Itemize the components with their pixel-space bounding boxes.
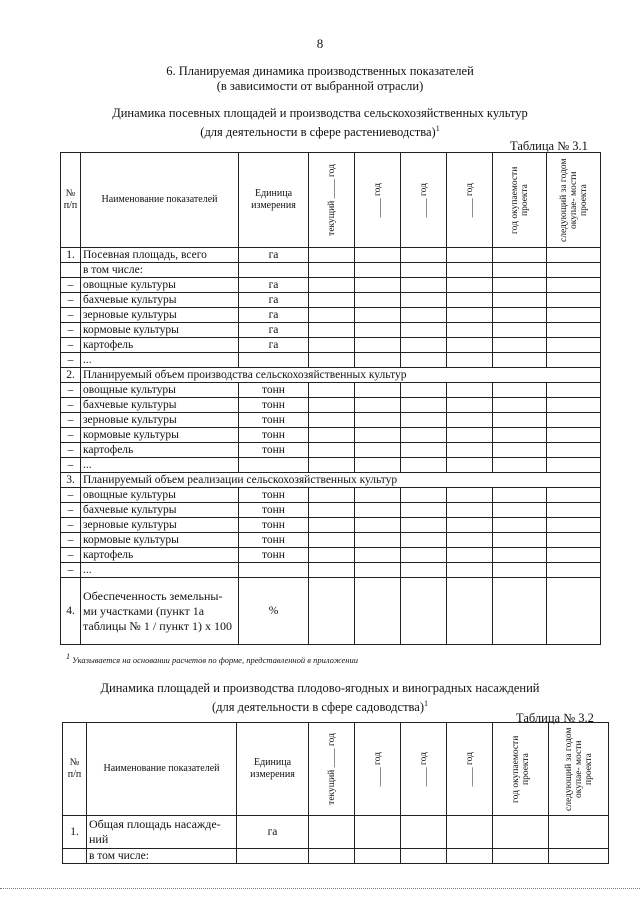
row-name: картофель xyxy=(81,443,239,458)
col-year-header xyxy=(401,723,447,816)
row-unit xyxy=(239,263,309,278)
col-year-header-text: ____ год xyxy=(464,182,475,218)
value-cell[interactable] xyxy=(401,849,447,864)
value-cell[interactable] xyxy=(309,263,355,278)
row-name: бахчевые культуры xyxy=(81,503,239,518)
table-row xyxy=(61,308,601,323)
value-cell[interactable] xyxy=(547,458,601,473)
row-unit: тонн xyxy=(239,488,309,503)
value-cell[interactable] xyxy=(309,383,355,398)
value-cell[interactable] xyxy=(447,816,493,849)
row-unit: тонн xyxy=(239,548,309,563)
table2-subheading: (для деятельности в сфере садоводства)$^1$ xyxy=(212,699,428,715)
row-unit: тонн xyxy=(239,503,309,518)
value-cell[interactable] xyxy=(547,398,601,413)
value-cell[interactable] xyxy=(309,443,355,458)
value-cell[interactable] xyxy=(309,398,355,413)
table-row xyxy=(61,458,601,473)
row-unit xyxy=(239,458,309,473)
col-current-year-header-text: текущий ____ год xyxy=(326,733,337,805)
value-cell[interactable] xyxy=(447,428,493,443)
value-cell[interactable] xyxy=(401,308,447,323)
value-cell[interactable] xyxy=(355,849,401,864)
row-number: – xyxy=(61,383,81,398)
value-cell[interactable] xyxy=(547,353,601,368)
row-name: овощные культуры xyxy=(81,383,239,398)
value-cell[interactable] xyxy=(493,428,547,443)
row-name: в том числе: xyxy=(81,263,239,278)
page-bottom-rule xyxy=(0,888,640,889)
value-cell[interactable] xyxy=(355,548,401,563)
value-cell[interactable] xyxy=(547,428,601,443)
value-cell[interactable] xyxy=(493,338,547,353)
row-number: – xyxy=(61,353,81,368)
value-cell[interactable] xyxy=(493,488,547,503)
table2-heading: Динамика площадей и производства плодово-ягодных и виноградных насаждений xyxy=(100,681,540,695)
value-cell[interactable] xyxy=(447,458,493,473)
value-cell[interactable] xyxy=(355,578,401,645)
table-3-1 xyxy=(60,152,601,645)
value-cell[interactable] xyxy=(447,849,493,864)
col-payback-year-header-text: год окупаемости проекта xyxy=(509,166,530,234)
col-payback-year-header xyxy=(493,723,549,816)
row-name: ... xyxy=(81,563,239,578)
col-name-header xyxy=(87,723,237,816)
value-cell[interactable] xyxy=(547,443,601,458)
value-cell[interactable] xyxy=(355,383,401,398)
value-cell[interactable] xyxy=(493,308,547,323)
value-cell[interactable] xyxy=(355,293,401,308)
value-cell[interactable] xyxy=(401,293,447,308)
value-cell[interactable] xyxy=(447,353,493,368)
table-row xyxy=(61,383,601,398)
col-name-header-text: Наименование показателей xyxy=(103,763,220,774)
row-name: картофель xyxy=(81,338,239,353)
table-row xyxy=(61,293,601,308)
row-number: – xyxy=(61,278,81,293)
value-cell[interactable] xyxy=(493,353,547,368)
col-year-header-text: ____ год xyxy=(464,751,475,787)
value-cell[interactable] xyxy=(493,563,547,578)
value-cell[interactable] xyxy=(493,503,547,518)
value-cell[interactable] xyxy=(447,323,493,338)
value-cell[interactable] xyxy=(309,488,355,503)
table-row xyxy=(61,368,601,383)
value-cell[interactable] xyxy=(355,278,401,293)
table-row xyxy=(61,428,601,443)
section-subtitle: (в зависимости от выбранной отрасли) xyxy=(216,79,424,93)
value-cell[interactable] xyxy=(401,443,447,458)
value-cell[interactable] xyxy=(547,293,601,308)
row-number: – xyxy=(61,488,81,503)
row-unit: тонн xyxy=(239,428,309,443)
row-name: бахчевые культуры xyxy=(81,398,239,413)
value-cell[interactable] xyxy=(447,293,493,308)
row-unit xyxy=(239,563,309,578)
value-cell[interactable] xyxy=(355,338,401,353)
value-cell[interactable] xyxy=(309,518,355,533)
row-unit xyxy=(237,849,309,864)
col-name-header xyxy=(81,153,239,248)
table-row xyxy=(61,263,601,278)
row-name: кормовые культуры xyxy=(81,533,239,548)
value-cell[interactable] xyxy=(447,383,493,398)
value-cell[interactable] xyxy=(401,353,447,368)
col-year-header-text: ____ год xyxy=(418,182,429,218)
value-cell[interactable] xyxy=(309,849,355,864)
row-name: Обеспеченность земельны- ми участками (пункт 1а таблицы № 1 / пункт 1) х 100 xyxy=(81,578,239,645)
value-cell[interactable] xyxy=(309,353,355,368)
row-unit: % xyxy=(239,578,309,645)
row-name: ... xyxy=(81,353,239,368)
table-row xyxy=(61,398,601,413)
row-unit: тонн xyxy=(239,383,309,398)
value-cell[interactable] xyxy=(549,816,609,849)
table-row xyxy=(61,278,601,293)
value-cell[interactable] xyxy=(401,248,447,263)
value-cell[interactable] xyxy=(401,383,447,398)
row-unit xyxy=(239,353,309,368)
table1-footnote: $^1$ Указывается на основании расчетов по форме, представленной в приложении xyxy=(66,652,358,665)
value-cell[interactable] xyxy=(355,503,401,518)
table-row xyxy=(61,353,601,368)
col-num-header-text: № п/п xyxy=(67,757,82,780)
col-unit-header-text: Единица измерения xyxy=(250,757,295,780)
value-cell[interactable] xyxy=(355,428,401,443)
header-row xyxy=(61,153,601,248)
col-num-header xyxy=(63,723,87,816)
row-number: 4. xyxy=(61,578,81,645)
value-cell[interactable] xyxy=(309,278,355,293)
value-cell[interactable] xyxy=(401,323,447,338)
value-cell[interactable] xyxy=(355,248,401,263)
value-cell[interactable] xyxy=(401,816,447,849)
table-row xyxy=(61,578,601,645)
col-unit-header xyxy=(237,723,309,816)
table-row xyxy=(61,338,601,353)
value-cell[interactable] xyxy=(493,443,547,458)
row-name: в том числе: xyxy=(87,849,237,864)
table-row xyxy=(63,849,609,864)
value-cell[interactable] xyxy=(547,563,601,578)
col-next-year-header xyxy=(547,153,601,248)
table2-label: Таблица № 3.2 xyxy=(516,711,594,725)
value-cell[interactable] xyxy=(401,503,447,518)
value-cell[interactable] xyxy=(547,278,601,293)
value-cell[interactable] xyxy=(447,503,493,518)
value-cell[interactable] xyxy=(447,548,493,563)
row-name: кормовые культуры xyxy=(81,428,239,443)
row-number: 3. xyxy=(61,473,81,488)
table-row xyxy=(61,248,601,263)
value-cell[interactable] xyxy=(355,563,401,578)
table-row xyxy=(63,816,609,849)
value-cell[interactable] xyxy=(493,278,547,293)
table1-label: Таблица № 3.1 xyxy=(510,139,588,153)
row-number: – xyxy=(61,503,81,518)
col-year-header-text: ____ год xyxy=(418,751,429,787)
value-cell[interactable] xyxy=(547,503,601,518)
row-name: зерновые культуры xyxy=(81,518,239,533)
value-cell[interactable] xyxy=(309,413,355,428)
row-unit: га xyxy=(239,248,309,263)
row-name: ... xyxy=(81,458,239,473)
value-cell[interactable] xyxy=(547,383,601,398)
value-cell[interactable] xyxy=(355,488,401,503)
value-cell[interactable] xyxy=(447,518,493,533)
row-unit: га xyxy=(237,816,309,849)
col-year-header xyxy=(355,153,401,248)
col-num-header-text: № п/п xyxy=(63,188,78,211)
value-cell[interactable] xyxy=(309,563,355,578)
value-cell[interactable] xyxy=(355,816,401,849)
table1-heading: Динамика посевных площадей и производства сельскохозяйственных культур xyxy=(112,106,528,120)
value-cell[interactable] xyxy=(447,398,493,413)
row-section-title: Планируемый объем реализации сельскохозяйственных культур xyxy=(81,473,601,488)
value-cell[interactable] xyxy=(547,518,601,533)
col-unit-header-text: Единица измерения xyxy=(251,188,296,211)
table-row xyxy=(61,473,601,488)
value-cell[interactable] xyxy=(547,488,601,503)
row-number: – xyxy=(61,548,81,563)
section-title: 6. Планируемая динамика производственных показателей xyxy=(166,64,474,78)
value-cell[interactable] xyxy=(547,578,601,645)
value-cell[interactable] xyxy=(355,353,401,368)
value-cell[interactable] xyxy=(401,488,447,503)
value-cell[interactable] xyxy=(447,278,493,293)
value-cell[interactable] xyxy=(309,308,355,323)
table1-subheading: (для деятельности в сфере растениеводства)$^1$ xyxy=(200,124,440,140)
row-name: Общая площадь насажде- ний xyxy=(87,816,237,849)
col-year-header-text: ____ год xyxy=(372,751,383,787)
value-cell[interactable] xyxy=(447,308,493,323)
row-name: зерновые культуры xyxy=(81,308,239,323)
col-next-year-header-text: следующий за годом окупае- мости проекта xyxy=(558,158,589,242)
table-3-2 xyxy=(62,722,609,864)
col-unit-header xyxy=(239,153,309,248)
row-number: – xyxy=(61,533,81,548)
row-number: – xyxy=(61,458,81,473)
col-year-header xyxy=(401,153,447,248)
value-cell[interactable] xyxy=(309,578,355,645)
value-cell[interactable] xyxy=(447,488,493,503)
value-cell[interactable] xyxy=(493,263,547,278)
row-name: овощные культуры xyxy=(81,488,239,503)
value-cell[interactable] xyxy=(493,248,547,263)
row-name: Посевная площадь, всего xyxy=(81,248,239,263)
row-section-title: Планируемый объем производства сельскохозяйственных культур xyxy=(81,368,601,383)
value-cell[interactable] xyxy=(493,548,547,563)
table-row xyxy=(61,563,601,578)
value-cell[interactable] xyxy=(447,263,493,278)
row-unit: тонн xyxy=(239,518,309,533)
table-row xyxy=(61,413,601,428)
row-number: 1. xyxy=(63,816,87,849)
col-payback-year-header-text: год окупаемости проекта xyxy=(510,735,531,803)
value-cell[interactable] xyxy=(547,308,601,323)
row-unit: га xyxy=(239,293,309,308)
value-cell[interactable] xyxy=(447,443,493,458)
col-current-year-header xyxy=(309,723,355,816)
value-cell[interactable] xyxy=(493,323,547,338)
value-cell[interactable] xyxy=(355,533,401,548)
row-number: – xyxy=(61,413,81,428)
row-number: 1. xyxy=(61,248,81,263)
row-unit: га xyxy=(239,278,309,293)
table-row xyxy=(61,548,601,563)
table-row xyxy=(61,518,601,533)
value-cell[interactable] xyxy=(549,849,609,864)
row-unit: га xyxy=(239,308,309,323)
value-cell[interactable] xyxy=(401,533,447,548)
value-cell[interactable] xyxy=(309,323,355,338)
table-row xyxy=(61,503,601,518)
value-cell[interactable] xyxy=(493,816,549,849)
row-unit: тонн xyxy=(239,398,309,413)
value-cell[interactable] xyxy=(493,383,547,398)
value-cell[interactable] xyxy=(309,338,355,353)
row-name: зерновые культуры xyxy=(81,413,239,428)
row-number: – xyxy=(61,428,81,443)
value-cell[interactable] xyxy=(493,533,547,548)
row-number: – xyxy=(61,308,81,323)
value-cell[interactable] xyxy=(547,413,601,428)
row-unit: тонн xyxy=(239,413,309,428)
row-name: кормовые культуры xyxy=(81,323,239,338)
value-cell[interactable] xyxy=(447,533,493,548)
value-cell[interactable] xyxy=(401,518,447,533)
value-cell[interactable] xyxy=(401,578,447,645)
value-cell[interactable] xyxy=(355,413,401,428)
value-cell[interactable] xyxy=(547,323,601,338)
col-year-header-text: ____ год xyxy=(372,182,383,218)
value-cell[interactable] xyxy=(493,518,547,533)
value-cell[interactable] xyxy=(547,338,601,353)
value-cell[interactable] xyxy=(547,533,601,548)
table-row xyxy=(61,488,601,503)
table-row xyxy=(61,533,601,548)
header-row xyxy=(63,723,609,816)
value-cell[interactable] xyxy=(447,248,493,263)
value-cell[interactable] xyxy=(401,548,447,563)
value-cell[interactable] xyxy=(547,248,601,263)
value-cell[interactable] xyxy=(309,293,355,308)
row-number: 2. xyxy=(61,368,81,383)
value-cell[interactable] xyxy=(493,458,547,473)
row-unit: га xyxy=(239,323,309,338)
value-cell[interactable] xyxy=(309,503,355,518)
value-cell[interactable] xyxy=(309,248,355,263)
value-cell[interactable] xyxy=(401,458,447,473)
col-name-header-text: Наименование показателей xyxy=(101,194,218,205)
row-number: – xyxy=(61,398,81,413)
value-cell[interactable] xyxy=(447,338,493,353)
row-number: – xyxy=(61,293,81,308)
row-number: – xyxy=(61,338,81,353)
value-cell[interactable] xyxy=(355,398,401,413)
value-cell[interactable] xyxy=(447,563,493,578)
value-cell[interactable] xyxy=(355,443,401,458)
row-number: – xyxy=(61,563,81,578)
col-payback-year-header xyxy=(493,153,547,248)
col-num-header xyxy=(61,153,81,248)
value-cell[interactable] xyxy=(309,548,355,563)
value-cell[interactable] xyxy=(401,413,447,428)
row-number: – xyxy=(61,323,81,338)
value-cell[interactable] xyxy=(355,458,401,473)
row-unit: тонн xyxy=(239,443,309,458)
page-number: 8 xyxy=(316,36,324,51)
value-cell[interactable] xyxy=(355,263,401,278)
value-cell[interactable] xyxy=(355,323,401,338)
table-row xyxy=(61,323,601,338)
value-cell[interactable] xyxy=(493,293,547,308)
table-row xyxy=(61,443,601,458)
value-cell[interactable] xyxy=(547,263,601,278)
value-cell[interactable] xyxy=(493,849,549,864)
value-cell[interactable] xyxy=(401,563,447,578)
value-cell[interactable] xyxy=(355,518,401,533)
col-next-year-header xyxy=(549,723,609,816)
value-cell[interactable] xyxy=(493,398,547,413)
value-cell[interactable] xyxy=(401,428,447,443)
col-next-year-header-text: следующий за годом окупае- мости проекта xyxy=(563,727,594,811)
row-name: картофель xyxy=(81,548,239,563)
value-cell[interactable] xyxy=(447,578,493,645)
value-cell[interactable] xyxy=(309,533,355,548)
row-number: – xyxy=(61,518,81,533)
value-cell[interactable] xyxy=(547,548,601,563)
row-number: – xyxy=(61,443,81,458)
value-cell[interactable] xyxy=(309,428,355,443)
col-year-header xyxy=(447,723,493,816)
value-cell[interactable] xyxy=(355,308,401,323)
value-cell[interactable] xyxy=(309,816,355,849)
value-cell[interactable] xyxy=(493,413,547,428)
value-cell[interactable] xyxy=(493,578,547,645)
value-cell[interactable] xyxy=(309,458,355,473)
value-cell[interactable] xyxy=(401,398,447,413)
row-number xyxy=(61,263,81,278)
col-current-year-header-text: текущий ____ год xyxy=(326,164,337,236)
row-number xyxy=(63,849,87,864)
row-name: бахчевые культуры xyxy=(81,293,239,308)
col-year-header xyxy=(447,153,493,248)
value-cell[interactable] xyxy=(447,413,493,428)
col-year-header xyxy=(355,723,401,816)
row-unit: тонн xyxy=(239,533,309,548)
row-unit: га xyxy=(239,338,309,353)
value-cell[interactable] xyxy=(401,263,447,278)
value-cell[interactable] xyxy=(401,338,447,353)
value-cell[interactable] xyxy=(401,278,447,293)
row-name: овощные культуры xyxy=(81,278,239,293)
col-current-year-header xyxy=(309,153,355,248)
